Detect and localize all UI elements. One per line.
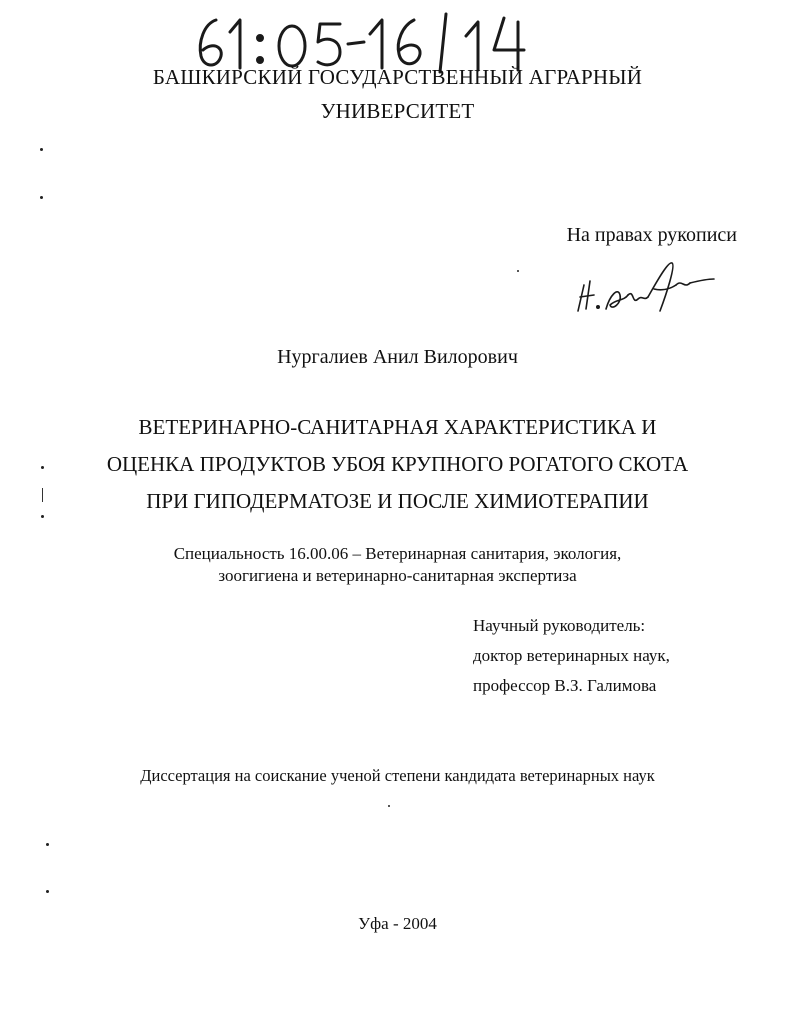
supervisor-name: профессор В.З. Галимова	[473, 676, 657, 695]
city-year: Уфа - 2004	[358, 914, 437, 933]
scan-dot	[41, 466, 44, 469]
specialty-line-1: Специальность 16.00.06 – Ветеринарная санитария, экология,	[173, 544, 622, 563]
university-name-line-1: БАШКИРСКИЙ ГОСУДАРСТВЕННЫЙ АГРАРНЫЙ	[152, 65, 643, 89]
university-name-line-2: УНИВЕРСИТЕТ	[320, 99, 475, 123]
supervisor-degree: доктор ветеринарных наук,	[473, 646, 670, 665]
scan-dot	[46, 890, 49, 893]
signature-image	[572, 255, 717, 317]
scan-dot	[46, 843, 49, 846]
author-name: Нургалиев Анил Вилорович	[277, 346, 518, 368]
dissertation-title-line-2: ОЦЕНКА ПРОДУКТОВ УБОЯ КРУПНОГО РОГАТОГО СКОТА	[106, 452, 689, 476]
manuscript-rights: На правах рукописи	[566, 224, 737, 246]
scan-dot	[40, 196, 43, 199]
scan-dot	[388, 805, 390, 807]
supervisor-label: Научный руководитель:	[473, 616, 646, 635]
signature	[572, 255, 717, 317]
dissertation-title-line-3: ПРИ ГИПОДЕРМАТОЗЕ И ПОСЛЕ ХИМИОТЕРАПИИ	[146, 489, 649, 513]
scan-dot	[517, 270, 519, 272]
dissertation-type: Диссертация на соискание ученой степени кандидата ветеринарных наук	[140, 766, 655, 785]
scan-dot	[41, 515, 44, 518]
specialty-line-2: зоогигиена и ветеринарно-санитарная экспертиза	[218, 566, 577, 585]
scan-mark	[42, 488, 43, 502]
scan-dot	[40, 148, 43, 151]
dissertation-title-line-1: ВЕТЕРИНАРНО-САНИТАРНАЯ ХАРАКТЕРИСТИКА И	[138, 415, 657, 439]
